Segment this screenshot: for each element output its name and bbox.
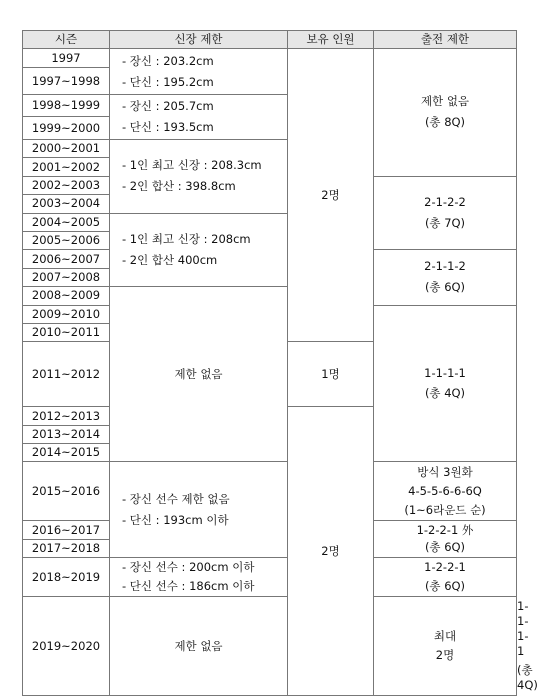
play-limit-cell bbox=[374, 521, 517, 558]
table-row: 2019~2020 제한 없음 최대 2명 1-1-1-1 (총 4Q) bbox=[23, 597, 517, 696]
height-limit-cell bbox=[110, 49, 288, 95]
play-limit-line: 4-5-5-6-6-6Q bbox=[408, 484, 482, 498]
height-limit-cell bbox=[110, 213, 288, 287]
play-limit-line: (1~6라운드 순) bbox=[404, 502, 486, 517]
season-cell: 2007~2008 bbox=[23, 268, 110, 286]
roster-cell: 2명 bbox=[288, 49, 374, 342]
play-limit-line: 1-1-1-1 bbox=[424, 365, 466, 380]
season-cell: 2006~2007 bbox=[23, 250, 110, 268]
height-limit-line: - 장신 선수 제한 없음 bbox=[122, 491, 230, 506]
season-cell: 1997~1998 bbox=[23, 68, 110, 95]
header-row bbox=[23, 31, 517, 49]
height-limit-cell bbox=[110, 140, 288, 214]
height-limit-cell: 제한 없음 bbox=[110, 287, 288, 462]
table-row bbox=[23, 462, 517, 521]
season-cell: 2019~2020 bbox=[23, 597, 110, 696]
height-limit-line: - 단신 : 195.2cm bbox=[122, 74, 214, 89]
season-cell: 2012~2013 bbox=[23, 407, 110, 425]
roster-cell: 2명 bbox=[288, 407, 374, 696]
season-cell: 2010~2011 bbox=[23, 323, 110, 341]
play-limit-cell bbox=[374, 558, 517, 597]
roster-line: 최대 bbox=[433, 629, 457, 644]
season-cell: 2005~2006 bbox=[23, 231, 110, 249]
season-cell: 2016~2017 bbox=[23, 521, 110, 539]
season-cell: 2017~2018 bbox=[23, 539, 110, 557]
header-height-limit: 신장 제한 bbox=[110, 31, 288, 49]
height-limit-line: - 장신 선수 : 200cm 이하 bbox=[122, 560, 255, 575]
play-limit-cell bbox=[374, 305, 517, 462]
table-row bbox=[23, 49, 517, 68]
play-limit-line: (총 7Q) bbox=[424, 216, 466, 231]
height-limit-cell: 제한 없음 bbox=[110, 597, 288, 696]
play-limit-cell bbox=[374, 250, 517, 305]
season-cell: 1998~1999 bbox=[23, 95, 110, 117]
play-limit-line: 제한 없음 bbox=[420, 94, 470, 109]
season-cell: 2015~2016 bbox=[23, 462, 110, 521]
play-limit-cell bbox=[374, 462, 517, 521]
season-cell: 1999~2000 bbox=[23, 117, 110, 140]
play-limit-line: 방식 3원화 bbox=[417, 465, 473, 480]
play-limit-line: (총 4Q) bbox=[424, 386, 466, 401]
play-limit-line: 2-1-1-2 bbox=[424, 259, 466, 274]
season-cell: 2004~2005 bbox=[23, 213, 110, 231]
play-limit-line: (총 6Q) bbox=[424, 540, 466, 555]
height-limit-line: - 장신 : 205.7cm bbox=[122, 99, 214, 114]
height-limit-line: - 2인 합산 : 398.8cm bbox=[122, 179, 236, 194]
play-limit-line: (총 6Q) bbox=[424, 280, 466, 295]
play-limit-line: (총 6Q) bbox=[424, 579, 466, 594]
season-cell: 2008~2009 bbox=[23, 287, 110, 305]
play-limit-line: (총 8Q) bbox=[424, 115, 466, 130]
height-limit-line: - 1인 최고 신장 : 208cm bbox=[122, 231, 251, 246]
header-play-limit: 출전 제한 bbox=[374, 31, 517, 49]
play-limit-line: 1-2-2-1 外 bbox=[416, 523, 474, 538]
header-season: 시즌 bbox=[23, 31, 110, 49]
roster-cell bbox=[374, 597, 517, 696]
play-limit-line: 2-1-2-2 bbox=[424, 195, 466, 210]
roster-line: 2명 bbox=[435, 648, 455, 663]
season-cell: 2003~2004 bbox=[23, 195, 110, 213]
roster-cell: 1명 bbox=[288, 342, 374, 407]
header-roster: 보유 인원 bbox=[288, 31, 374, 49]
height-limit-line: - 단신 : 193.5cm bbox=[122, 120, 214, 134]
season-cell: 2018~2019 bbox=[23, 558, 110, 597]
table-row bbox=[23, 558, 517, 597]
height-limit-line: - 2인 합산 400cm bbox=[122, 252, 218, 267]
season-cell: 2013~2014 bbox=[23, 425, 110, 443]
season-cell: 1997 bbox=[23, 49, 110, 68]
season-cell: 2014~2015 bbox=[23, 444, 110, 462]
height-limit-cell bbox=[110, 462, 288, 558]
height-limit-cell bbox=[110, 95, 288, 140]
season-cell: 2001~2002 bbox=[23, 158, 110, 176]
height-limit-line: - 단신 : 193cm 이하 bbox=[122, 512, 229, 527]
regulation-table bbox=[22, 30, 538, 696]
height-limit-cell bbox=[110, 558, 288, 597]
play-limit-line: 1-2-2-1 bbox=[424, 560, 466, 575]
height-limit-line: - 1인 최고 신장 : 208.3cm bbox=[122, 158, 262, 173]
season-cell: 2009~2010 bbox=[23, 305, 110, 323]
play-limit-cell bbox=[374, 176, 517, 250]
height-limit-line: - 단신 선수 : 186cm 이하 bbox=[122, 579, 255, 594]
season-cell: 2002~2003 bbox=[23, 176, 110, 194]
season-cell: 2000~2001 bbox=[23, 140, 110, 158]
height-limit-line: - 장신 : 203.2cm bbox=[122, 53, 214, 68]
season-cell: 2011~2012 bbox=[23, 342, 110, 407]
play-limit-cell bbox=[374, 49, 517, 177]
